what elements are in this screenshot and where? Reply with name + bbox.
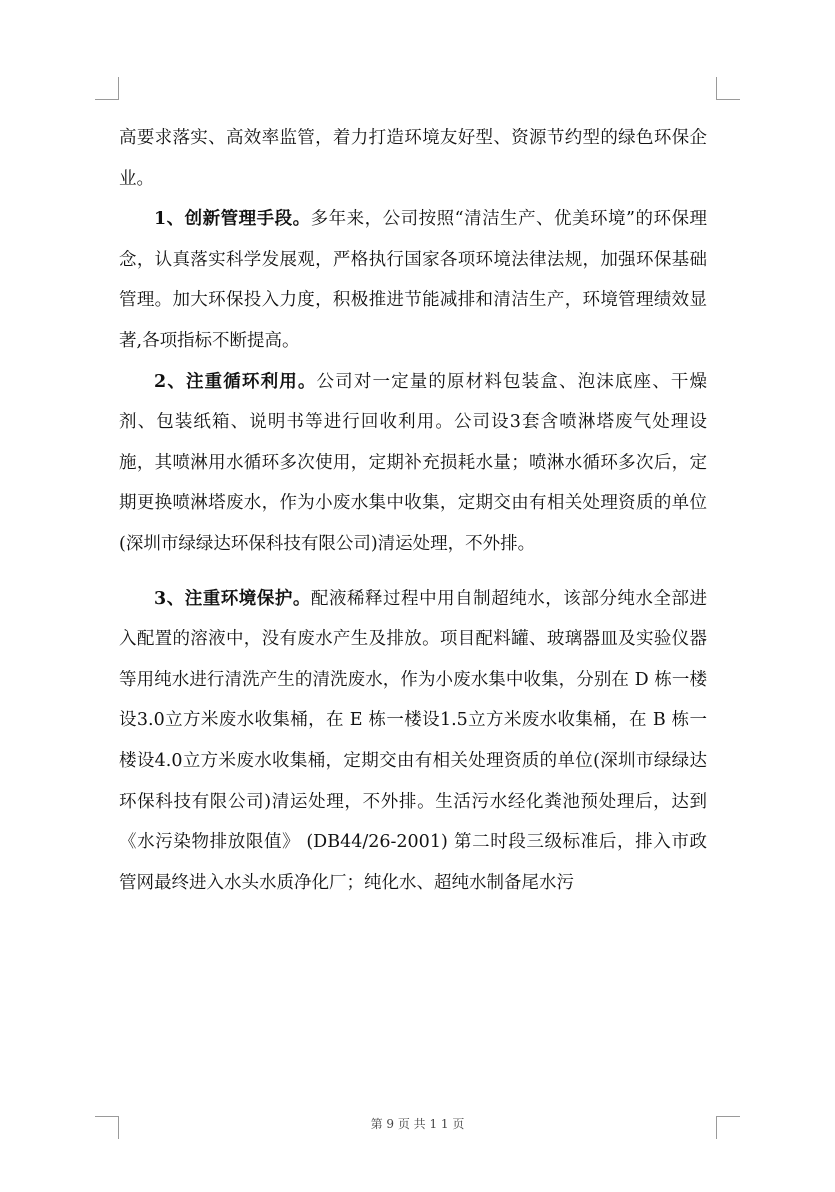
section-2-paragraph [119,362,707,565]
crop-mark-top-left [95,77,119,100]
section-1-text: 多年来，公司按照“清洁生产、优美环境”的环保理念，认真落实科学发展观，严格执行国家各项环境法律法规，加强环保基础管理。加大环保投入力度，积极推进节能减排和清洁生产，环境管理绩效显著,各项指标不断提高。 [119,209,707,351]
section-2-text: 公司对一定量的原材料包装盒、泡沫底座、干燥剂、包装纸箱、说明书等进行回收利用。公司设3套含喷淋塔废气处理设施，其喷淋用水循环多次使用，定期补充损耗水量；喷淋水循环多次后，定期更换喷淋塔废水，作为小废水集中收集，定期交由有相关处理资质的单位(深圳市绿绿达环保科技有限公司)清运处理，不外排。 [119,371,707,554]
section-1-paragraph [119,199,707,361]
section-1-heading: 1、创新管理手段。 [154,209,311,230]
section-3-paragraph [119,579,707,904]
intro-paragraph [119,118,707,199]
page-number-label: 第 9 页 共 1 1 页 [370,1117,465,1131]
section-3-text: 配液稀释过程中用自制超纯水，该部分纯水全部进入配置的溶液中，没有废水产生及排放。项目配料罐、玻璃器皿及实验仪器等用纯水进行清洗产生的清洗废水，作为小废水集中收集，分别在 D 栋一楼设3.0立方米废水收集桶，在 E 栋一楼设1.5立方米废水收集桶，在 B 栋一楼设4.0立方米废水收集桶，定期交由有相关处理资质的单位(深圳市绿绿达环保科技有限公司)清运处理，不外排。生活污水经化粪池预处理后，达到《水污染物排放限值》 (DB44/26-2001) 第二时段三级标准后，排入市政管网最终进入水头水质净化厂；纯化水、超纯水制备尾水污 [119,588,707,893]
document-body [119,118,707,903]
section-3-heading: 3、注重环境保护。 [154,588,311,609]
section-2-heading: 2、注重循环利用。 [154,371,317,392]
page-footer [0,1115,835,1132]
intro-text: 高要求落实、高效率监管，着力打造环境友好型、资源节约型的绿色环保企业。 [119,128,707,189]
crop-mark-top-right [716,77,740,100]
paragraph-gap [119,565,707,579]
